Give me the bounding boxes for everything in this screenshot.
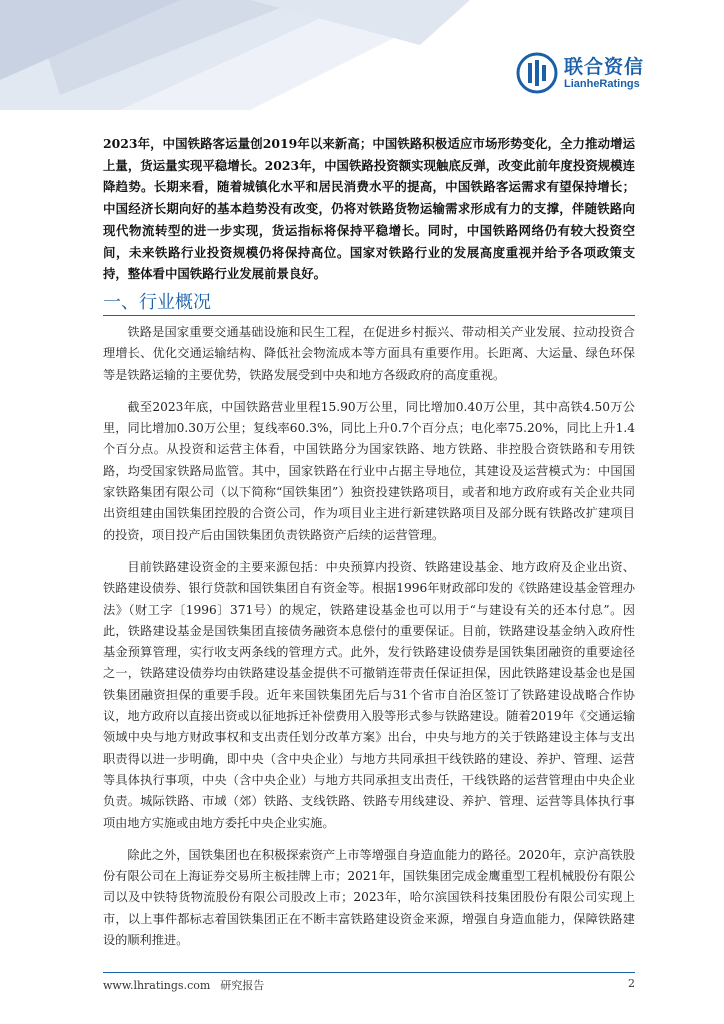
section-divider xyxy=(103,315,635,316)
header-decoration xyxy=(0,0,470,110)
body-text xyxy=(103,322,635,962)
footer-website-link[interactable]: www.lhratings.com xyxy=(103,979,211,992)
lianhe-logo-icon xyxy=(516,52,558,94)
page-number: 2 xyxy=(628,977,635,990)
body-paragraph: 目前铁路建设资金的主要来源包括：中央预算内投资、铁路建设基金、地方政府及企业出资、铁路建设债券、银行贷款和国铁集团自有资金等。根据1996年财政部印发的《铁路建设基金管理办法》（财工字〔1996〕371号）的规定，铁路建设基金也可以用于“与建设有关的还本付息”。因此，铁路建设基金是国铁集团直接债务融资本息偿付的重要保证。目前，铁路建设基金纳入政府性基金预算管理，实行收支两条线的管理方式。此外，发行铁路建设债券是国铁集团融资的重要途径之一，铁路建设债券均由铁路建设基金提供不可撤销连带责任保证担保，因此铁路建设基金也是国铁集团融资担保的重要手段。近年来国铁集团先后与31个省市自治区签订了铁路建设战略合作协议，地方政府以直接出资或以征地拆迁补偿费用入股等形式参与铁路建设。随着2019年《交通运输领域中央与地方财政事权和支出责任划分改革方案》出台，中央与地方的关于铁路建设主体与支出职责得以进一步明确，即中央（含中央企业）与地方共同承担干线铁路的建设、养护、管理、运营等具体执行事项，中央（含中央企业）与地方共同承担支出责任，干线铁路的运营管理由中央企业负责。城际铁路、市域（郊）铁路、支线铁路、铁路专用线建设、养护、管理、运营等具体执行事项由地方实施或由地方委托中央企业实施。 xyxy=(103,559,635,830)
logo-name-en: LianheRatings xyxy=(563,77,640,90)
body-paragraph: 铁路是国家重要交通基础设施和民生工程，在促进乡村振兴、带动相关产业发展、拉动投资合理增长、优化交通运输结构、降低社会物流成本等方面具有重要作用。长距离、大运量、绿色环保等是铁路运输的主要优势，铁路发展受到中央和地方各级政府的高度重视。 xyxy=(103,325,635,382)
summary-paragraph: 2023年，中国铁路客运量创2019年以来新高；中国铁路积极适应市场形势变化，全力推动增运上量，货运量实现平稳增长。2023年，中国铁路投资额实现触底反弹，改变此前年度投资规模连降趋势。长期来看，随着城镇化水平和居民消费水平的提高，中国铁路客运需求有望保持增长；中国经济长期向好的基本趋势没有改变，仍将对铁路货物运输需求形成有力的支撑，伴随铁路向现代物流转型的进一步实现，货运指标将保持平稳增长。同时，中国铁路网络仍有较大投资空间，未来铁路行业投资规模仍将保持高位。国家对铁路行业的发展高度重视并给予各项政策支持，整体看中国铁路行业发展前景良好。 xyxy=(103,136,635,282)
footer-label: 研究报告 xyxy=(220,979,265,992)
footer-info xyxy=(103,977,264,993)
logo-name-cn: 联合资信 xyxy=(563,55,644,78)
brand-logo xyxy=(516,52,644,94)
body-paragraph: 除此之外，国铁集团也在积极探索资产上市等增强自身造血能力的路径。2020年，京沪高铁股份有限公司在上海证券交易所主板挂牌上市；2021年，国铁集团完成金鹰重型工程机械股份有限公司以及中铁特货物流股份有限公司股改上市；2023年，哈尔滨国铁科技集团股份有限公司实现上市，以上事件都标志着国铁集团正在不断丰富铁路建设资金来源，增强自身造血能力，保障铁路建设的顺利推进。 xyxy=(103,847,635,948)
footer-divider xyxy=(103,972,635,973)
body-paragraph: 截至2023年底，中国铁路营业里程15.90万公里，同比增加0.40万公里，其中高铁4.50万公里，同比增加0.30万公里；复线率60.3%，同比上升0.7个百分点；电化率75.20%，同比上升1.4个百分点。从投资和运营主体看，中国铁路分为国家铁路、地方铁路、非控股合资铁路和专用铁路，均受国家铁路局监管。其中，国家铁路在行业中占据主导地位，其建设及运营模式为：中国国家铁路集团有限公司（以下简称“国铁集团”）独资投建铁路项目，或者和地方政府或有关企业共同出资组建由国铁集团控股的合资公司，作为项目业主进行新建铁路项目及部分既有铁路改扩建项目的投资，项目投产后由国铁集团负责铁路资产后续的运营管理。 xyxy=(103,399,635,542)
section-title: 一、行业概况 xyxy=(103,292,211,313)
